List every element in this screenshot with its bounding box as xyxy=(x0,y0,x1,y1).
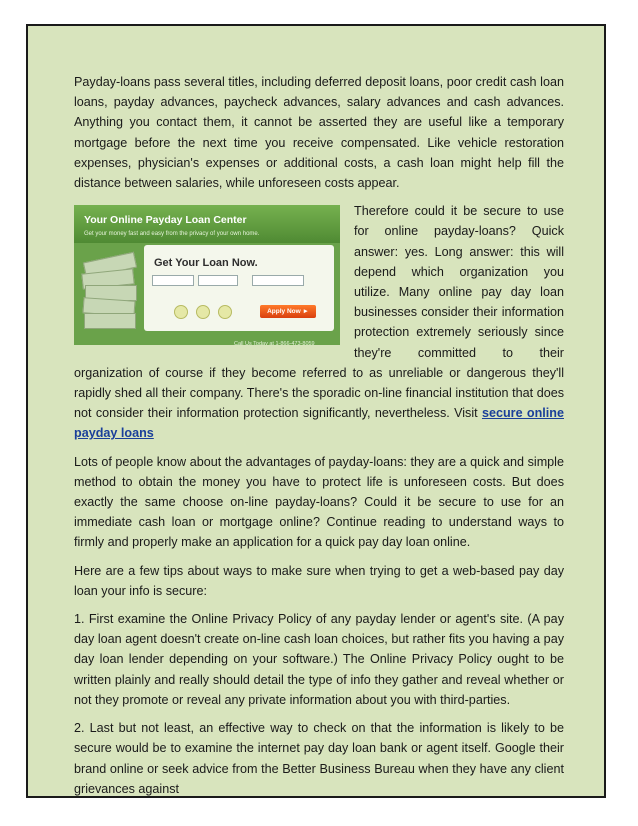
apply-now-button: Apply Now ► xyxy=(260,305,316,318)
ad-call-text: Call Us Today at 1-866-473-8059 xyxy=(234,341,315,346)
paragraph-tip-1: 1. First examine the Online Privacy Policy of any payday lender or agent's site. (A pay day loan agent doesn't create on-line cash loan choices, but rather fits you having a pay day loan lender depending on your software.) The Online Privacy Policy ought to be written plainly and really should detail the type of info they gather and reveal whether or not they promote or reveal any private information about you with third-parties. xyxy=(74,612,564,707)
payday-loan-ad-image xyxy=(74,205,340,345)
cash-stack-icon xyxy=(82,257,138,337)
ad-feature-icons xyxy=(174,305,254,319)
paragraph-advantages: Lots of people know about the advantages of payday-loans: they are a quick and simple method to obtain the money you have to protect life is unforeseen costs. But does exactly the same choose on-line payday-loans? Could it be secure to use for an immediate cash loan or mortgage online? Continue reading to understand ways to firmly and properly make an application for a quick pay day loan online. xyxy=(74,454,564,550)
ad-panel xyxy=(74,205,340,345)
paragraph-intro: Payday-loans pass several titles, including deferred deposit loans, poor credit cash loan loans, payday advances, paycheck advances, salary advances and cash advances. Anything you contact them, it cannot be asserted they are useful like a temporary mortgage before the next time you receive compensated. Like vehicle restoration expenses, physician's expenses or additional costs, a cash loan might help fill the distance between salaries, while unforeseen costs appear. xyxy=(74,75,564,191)
document-body xyxy=(74,72,564,807)
paragraph-tip-2: 2. Last but not least, an effective way to check on that the information is likely to be secure would be to examine the internet pay day loan bank or agent itself. Google their brand online or seek advice from the Better Business Bureau when they have any client grievances against xyxy=(74,721,564,796)
ad-title: Your Online Payday Loan Center xyxy=(84,214,247,227)
paragraph-safety-text: Therefore could it be secure to use for online payday-loans? Quick answer: yes. Long answer: this will depend which organization you utilize. Many online pay day loan businesses consider their information protection extremely seriously since they're committed to their organization of course if they become referred to as unreliable or dangerous they'll rapidly shed all their company. There's the sporadic on-line financial institution that does not consider their information protection significantly, nevertheless. Visit xyxy=(74,204,564,421)
ad-form-fields xyxy=(152,275,328,285)
ad-form xyxy=(144,245,334,331)
secure-loans-link[interactable]: secure online payday loans xyxy=(74,406,564,441)
ad-heading: Get Your Loan Now. xyxy=(154,257,258,270)
paragraph-tips-intro: Here are a few tips about ways to make sure when trying to get a web-based pay day loan your info is secure: xyxy=(74,563,564,598)
ad-subtitle: Get your money fast and easy from the privacy of your own home. xyxy=(84,231,260,238)
